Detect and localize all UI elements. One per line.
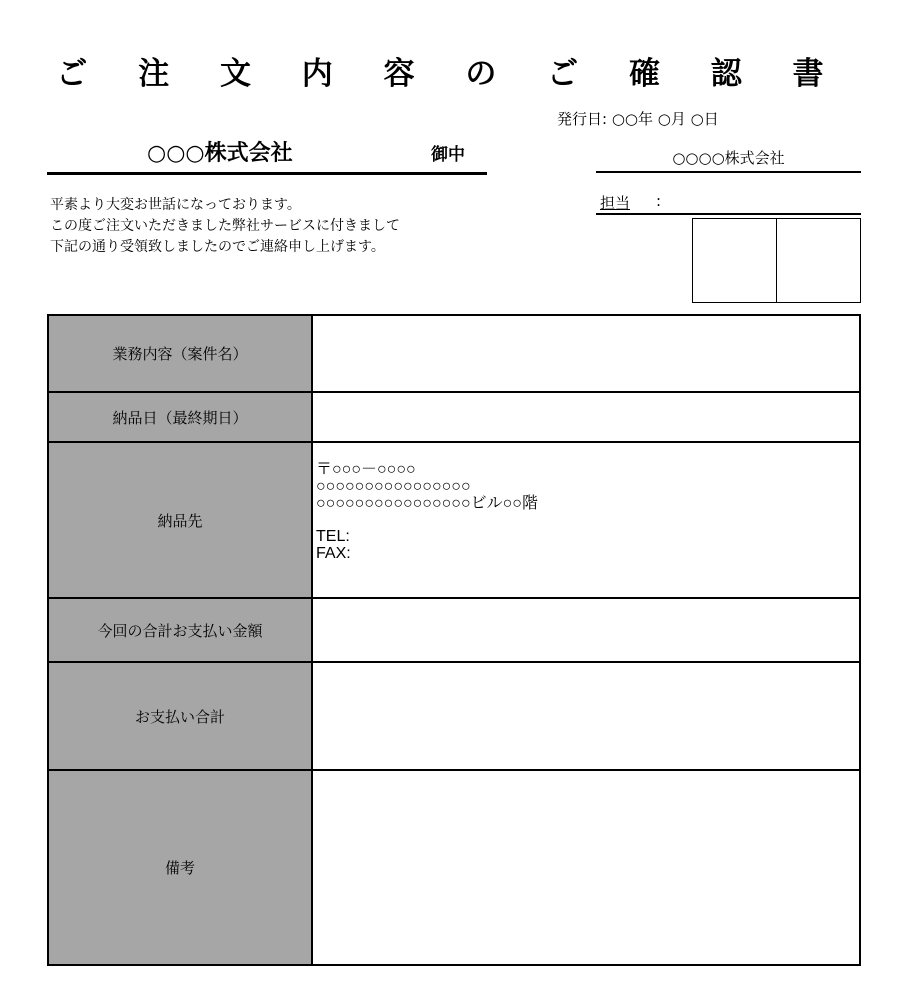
service-label: 業務内容（案件名）: [48, 315, 312, 392]
delivery-to-value: [312, 442, 860, 598]
seal-cell-left: [693, 219, 776, 302]
postal-code: 〒○○○－○○○○: [316, 461, 416, 478]
delivery-date-value: [312, 392, 860, 442]
greeting-line-3: 下記の通り受領致しましたのでご連絡申し上げます。: [50, 239, 385, 255]
table-row: [48, 392, 860, 442]
table-row: [48, 598, 860, 662]
payment-total-label: お支払い合計: [48, 662, 312, 770]
staff-row: [596, 192, 861, 215]
address-line-1: ○○○○○○○○○○○○○○○○: [316, 478, 471, 495]
current-total-label: 今回の合計お支払い金額: [48, 598, 312, 662]
recipient-name: ○○○株式会社: [147, 141, 293, 166]
recipient-block: [47, 134, 487, 175]
delivery-date-label: 納品日（最終期日）: [48, 392, 312, 442]
greeting-text: [50, 195, 400, 258]
remarks-label: 備考: [48, 770, 312, 965]
table-row: [48, 662, 860, 770]
table-row: [48, 770, 860, 965]
recipient-honorific: 御中: [431, 145, 465, 165]
greeting-line-2: この度ご注文いただきました弊社サービスに付きまして: [50, 218, 400, 234]
table-row: [48, 315, 860, 392]
greeting-line-1: 平素より大変お世話になっております。: [50, 197, 301, 213]
order-details-table: [47, 314, 861, 966]
table-row: [48, 442, 860, 598]
issuer-company: ○○○○株式会社: [596, 147, 861, 173]
seal-stamp-box: [692, 218, 861, 303]
current-total-value: [312, 598, 860, 662]
staff-colon: :: [656, 192, 662, 210]
issue-date: 発行日: ○○年 ○月 ○日: [557, 110, 719, 128]
delivery-to-label: 納品先: [48, 442, 312, 598]
document-title: ご 注 文 内 容 の ご 確 認 書: [56, 56, 844, 92]
payment-total-value: [312, 662, 860, 770]
staff-label: 担当: [600, 194, 631, 212]
service-value: [312, 315, 860, 392]
remarks-value: [312, 770, 860, 965]
seal-cell-right: [776, 219, 860, 302]
delivery-address: [313, 443, 859, 562]
fax-label: FAX:: [316, 545, 351, 562]
tel-label: TEL:: [316, 528, 350, 545]
address-line-2: ○○○○○○○○○○○○○○○○ビル○○階: [316, 495, 538, 512]
